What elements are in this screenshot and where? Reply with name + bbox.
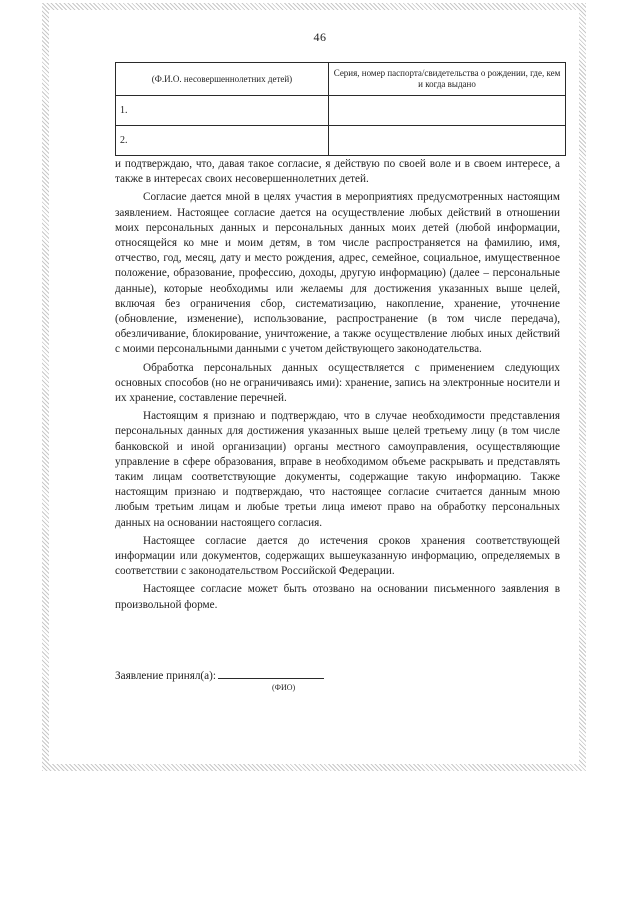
paragraph-revocation: Настоящее согласие может быть отозвано на основании письменного заявления в произвольной форме. [115,583,560,611]
signature-block [115,667,415,682]
row-number: 1. [116,96,329,126]
signature-line [218,667,324,679]
children-table [115,62,566,156]
table-row [116,126,566,156]
row-passport [329,126,566,156]
header-passport: Серия, номер паспорта/свидетельства о рождении, где, кем и когда выдано [329,63,566,96]
table-header-row [116,63,566,96]
paragraph-third-parties: Настоящим я признаю и подтверждаю, что в случае необходимости представления персональных данных для достижения указанных выше целей третьему лицу (в том числе банковской и иной организации) органы местного самоуправления, осуществляющие управление в сфере образования, вправе в необходимом объеме раскрывать и представлять таким лицам соответствующие документы, содержащие такую информацию. Также настоящим признаю и подтверждаю, что настоящее согласие считается данным мною любым третьим лицам и любые третьи лица имеют право на обработку персональных данных на основании настоящего согласия. [115,410,560,529]
consent-text [115,157,560,616]
paragraph-processing: Обработка персональных данных осуществляется с применением следующих основных способов (но не ограничиваясь ими): хранение, запись на электронные носители и их хранение, составление перечней. [115,361,560,405]
row-number: 2. [116,126,329,156]
signature-label: Заявление принял(а): [115,670,216,682]
signature-caption: (ФИО) [272,683,296,692]
paragraph-continuation: и подтверждаю, что, давая такое согласие, я действую по своей воле и в своем интересе, а также в интересах своих несовершеннолетних детей. [115,158,560,186]
page-number: 46 [313,30,327,44]
row-passport [329,96,566,126]
header-child-name: (Ф.И.О. несовершеннолетних детей) [116,63,329,96]
paragraph-purpose: Согласие дается мной в целях участия в мероприятиях предусмотренных настоящим заявлением. Настоящее согласие дается на осуществление любых действий в отношении моих персональных данных и персональных данных моих детей (любой информации, относящейся ко мне и моим детям, в том числе распространяется на фамилию, имя, отчество, год, месяц, дату и место рождения, адрес, семейное, социальное, имущественное положение, образование, профессию, доходы, другую информацию) (далее – персональные данные), которые необходимы или желаемы для достижения указанных выше целей, включая без ограничения сбор, систематизацию, накопление, хранение, уточнение (обновление, изменение), использование, распространение (в том числе передача), обезличивание, блокирование, уничтожение, а также осуществление любых иных действий с моими персональными данными с учетом действующего законодательства. [115,191,560,356]
table-row [116,96,566,126]
paragraph-duration: Настоящее согласие дается до истечения сроков хранения соответствующей информации или документов, содержащих вышеуказанную информацию, определяемых в соответствии с законодательством Российской Федерации. [115,534,560,578]
